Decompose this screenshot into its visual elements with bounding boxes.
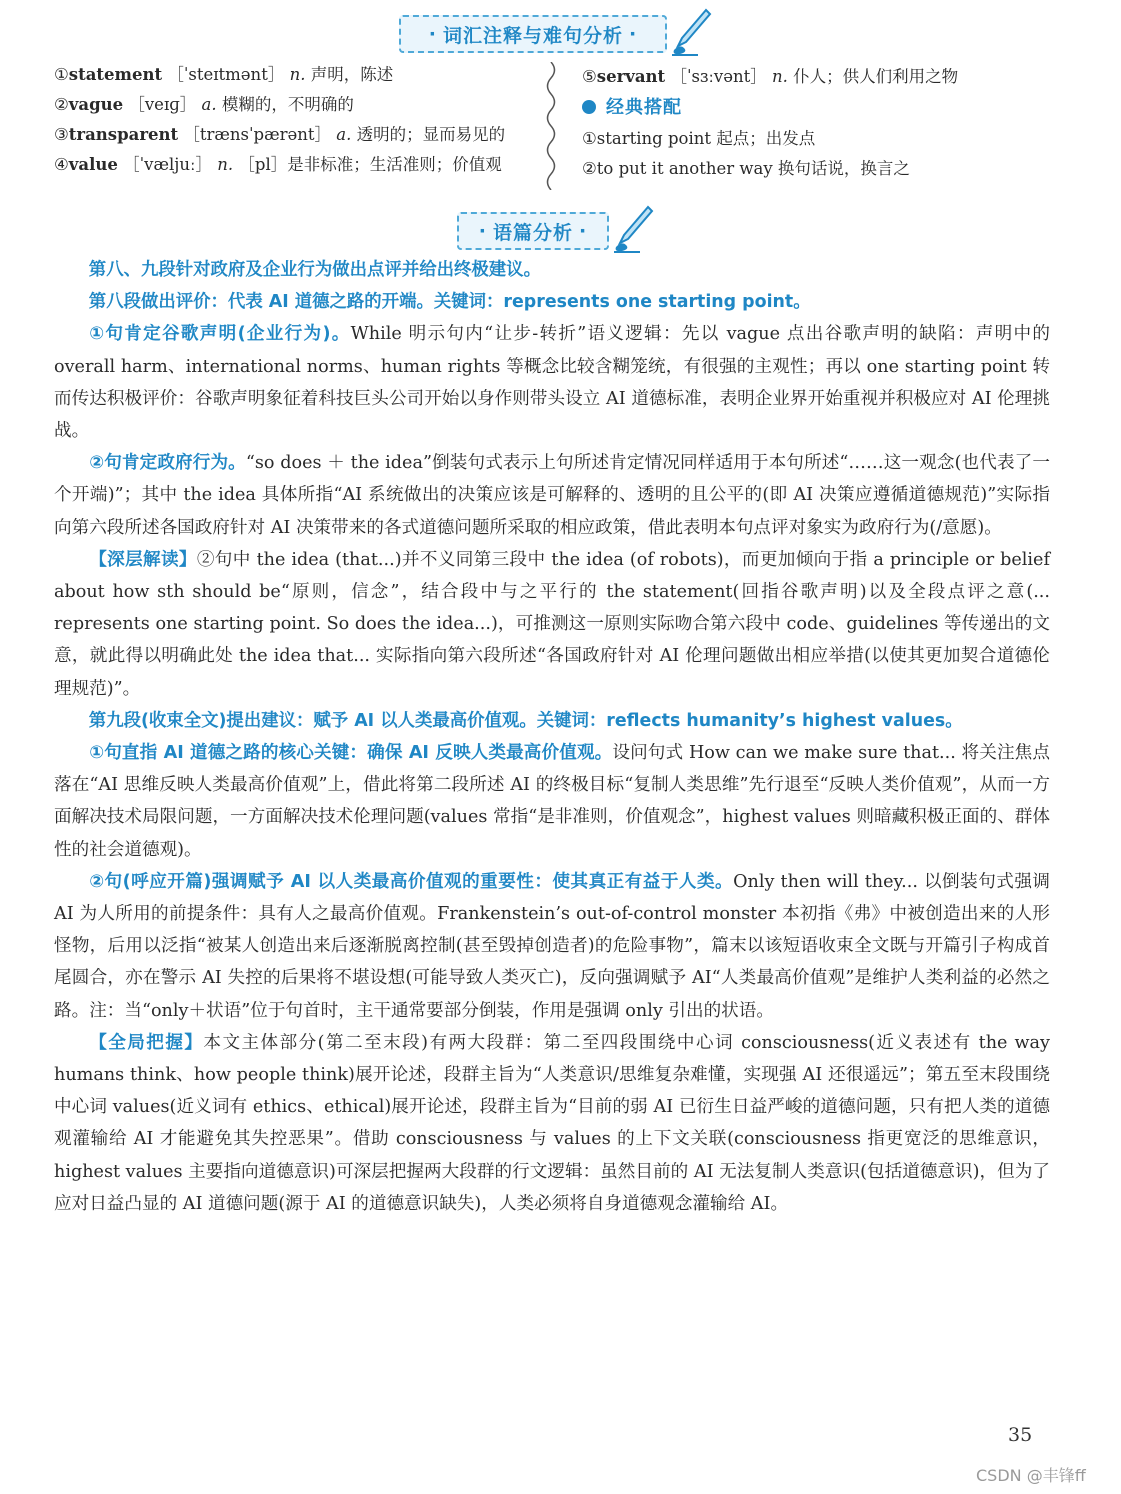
paragraph: 【深层解读】②句中 the idea (that...)并不义同第三段中 the idea (of robots)，而更加倾向于指 a principle or belief about how sth should be“原则，信念”，结合段中与之平行的 the statement(回指谷歌声明)以及全段点评之意(... represents one starting point. So does the idea...)，可推测这一原则实际吻合第六段中 code、guidelines 等传递出的文意，就此得以明确此处 the idea that... 实际指向第六段所述“各国政府针对 AI 伦理问题做出相应举措(以使其更加契合道德伦理规范)”。 [54, 549, 1050, 699]
pen-brush-icon [610, 205, 654, 253]
section-header-discourse: · 语篇分析 · [457, 212, 609, 250]
paragraph-heading: 第八段做出评价：代表 AI 道德之路的开端。关键词：represents one starting point。 [88, 292, 811, 313]
collocation-title: 经典搭配 [582, 93, 682, 119]
page-number: 35 [1008, 1424, 1033, 1446]
section-header-discourse-label: 语篇分析 [492, 221, 573, 244]
bullet-icon [582, 100, 596, 114]
squiggle-divider-icon [540, 62, 562, 190]
paragraph-heading: 第九段(收束全文)提出建议：赋予 AI 以人类最高价值观。关键词：reflects humanity’s highest values。 [88, 710, 963, 731]
pen-brush-icon [668, 8, 712, 56]
section-header-vocab: · 词汇注释与难句分析 · [399, 15, 667, 53]
paragraph: ②句肯定政府行为。“so does ＋ the idea”倒装句式表示上句所述肯定情况同样适用于本句所述“……这一观念(也代表了一个开端)”；其中 the idea 具体所指“AI 系统做出的决策应该是可解释的、透明的且公平的(即 AI 决策应遵循道德规范)”实际指向第六段所述各国政府针对 AI 决策带来的各式道德问题所采取的相应政策，借此表明本句点评对象实为政府行为(/意愿)。 [54, 453, 1050, 538]
watermark: CSDN @丰锋ff [976, 1466, 1086, 1485]
paragraph: 【全局把握】本文主体部分(第二至末段)有两大段群：第二至四段围绕中心词 consciousness(近义表述有 the way humans think、how people think)展开论述，段群主旨为“人类意识/思维复杂难懂，实现强 AI 还很遥远”；第五至末段围绕中心词 values(近义词有 ethics、ethical)展开论述，段群主旨为“目前的弱 AI 已衍生日益严峻的道德问题，只有把人类的道德观灌输给 AI 才能避免其失控恶果”。借助 consciousness 与 values 的上下文关联(consciousness 指更宽泛的思维意识，highest values 主要指向道德意识)可深层把握两大段群的行文逻辑：虽然目前的 AI 无法复制人类意识(包括道德意识)，但为了应对日益凸显的 AI 道德问题(源于 AI 的道德意识缺失)，人类必须将自身道德观念灌输给 AI。 [54, 1032, 1050, 1214]
vocab-entry: ⑤servant ［ˈsɜːvənt］ n. 仆人；供人们利用之物 [582, 67, 959, 86]
analysis-body [54, 254, 1050, 1220]
collocation-item: ①starting point 起点；出发点 [582, 129, 816, 148]
section-header-vocab-label: 词汇注释与难句分析 [442, 24, 623, 47]
paragraph-heading: 第八、九段针对政府及企业行为做出点评并给出终极建议。 [88, 260, 541, 280]
collocation-item: ②to put it another way 换句话说，换言之 [582, 159, 910, 178]
vocab-entry: ①statement ［ˈsteɪtmənt］ n. 声明，陈述 [54, 65, 394, 84]
vocab-entry: ③transparent ［trænsˈpærənt］ a. 透明的；显而易见的 [54, 125, 506, 144]
vocab-entry: ④value ［ˈvæljuː］ n. ［pl］是非标准；生活准则；价值观 [54, 155, 502, 174]
paragraph: ①句肯定谷歌声明(企业行为)。While 明示句内“让步-转折”语义逻辑：先以 vague 点出谷歌声明的缺陷：声明中的 overall harm、international norms、human rights 等概念比较含糊笼统，有很强的主观性；再以 one starting point 转而传达积极评价：谷歌声明象征着科技巨头公司开始以身作则带头设立 AI 道德标准，表明企业界开始重视并积极应对 AI 伦理挑战。 [54, 324, 1050, 442]
paragraph: ①句直指 AI 道德之路的核心关键：确保 AI 反映人类最高价值观。设问句式 How can we make sure that... 将关注焦点落在“AI 思维反映人类最高价值观”上，借此将第二段所述 AI 的终极目标“复制人类思维”先行退至“反映人类价值观”，从而一方面解决技术局限问题，一方面解决技术伦理问题(values 常指“是非准则，价值观念”，highest values 则暗藏积极正面的、群体性的社会道德观)。 [54, 743, 1050, 860]
paragraph: ②句(呼应开篇)强调赋予 AI 以人类最高价值观的重要性：使其真正有益于人类。Only then will they... 以倒装句式强调 AI 为人所用的前提条件：具有人之最高价值观。Frankenstein’s out-of-control monster 本初指《弗》中被创造出来的人形怪物，后用以泛指“被某人创造出来后逐渐脱离控制(甚至毁掉创造者)的危险事物”，篇末以该短语收束全文既与开篇引子构成首尾圆合，亦在警示 AI 失控的后果将不堪设想(可能导致人类灭亡)，反向强调赋予 AI“人类最高价值观”是维护人类利益的必然之路。注：当“only＋状语”位于句首时，主干通常要部分倒装，作用是强调 only 引出的状语。 [54, 871, 1050, 1021]
vocab-entry: ②vague ［veɪɡ］ a. 模糊的，不明确的 [54, 95, 354, 114]
